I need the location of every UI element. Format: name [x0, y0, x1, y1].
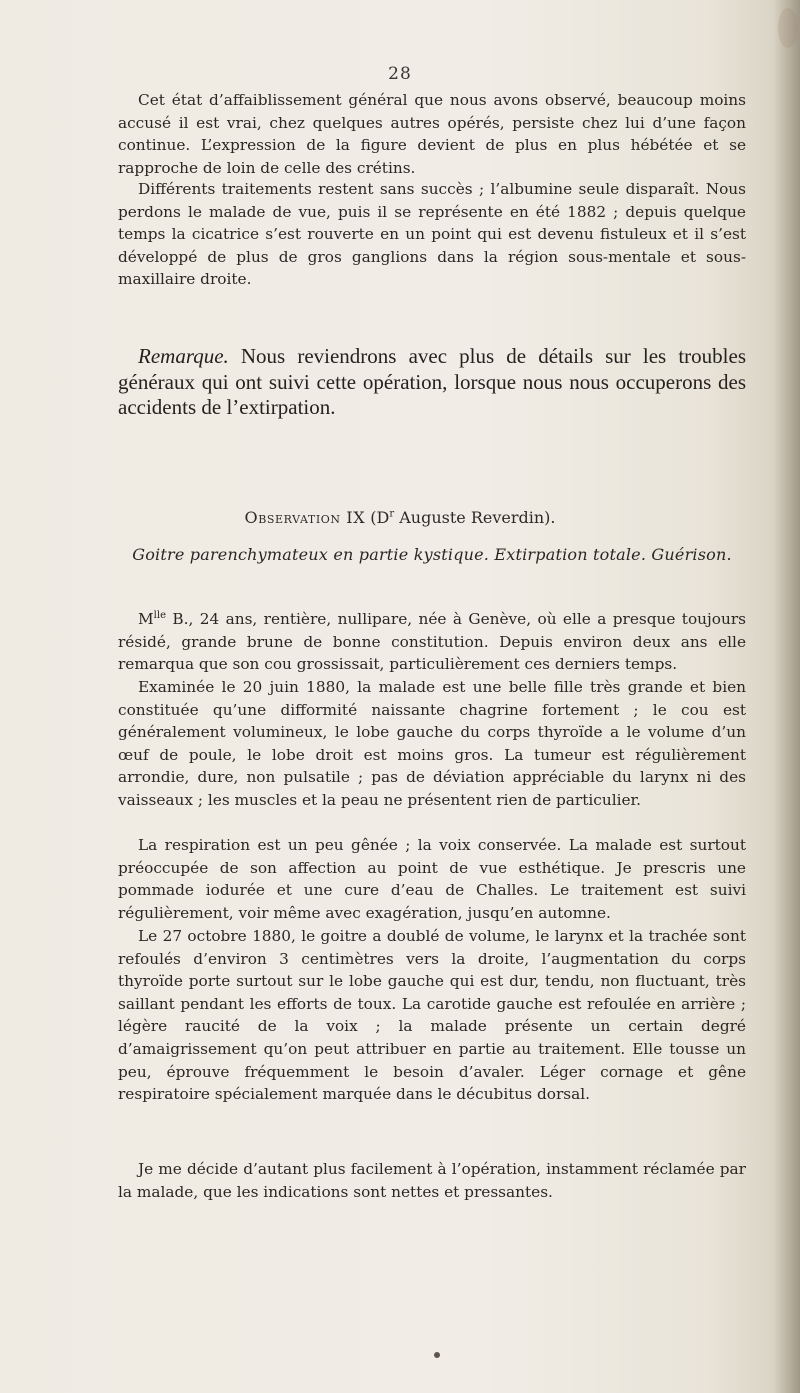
remark-lead: Remarque.	[138, 344, 229, 368]
paragraph-intro-1: Cet état d’affaiblissement général que nous avons observé, beaucoup moins accusé il est vrai, chez quelques autres opérés, persiste chez lui d’une façon continue. L’expression de la figure devient de plus en plus hébétée et se rapproche de loin de celle des crétins.	[118, 91, 746, 177]
paper-stain	[778, 8, 798, 48]
page-edge-shadow	[774, 0, 800, 1393]
patient-text: B., 24 ans, rentière, nullipare, née à Genève, où elle a presque toujours résidé, grande brune de bonne constitution. Depuis environ deux ans elle remarqua que son cou grossissait, particulièrement ces derniers temps.	[118, 610, 746, 674]
body-paragraph-2: Examinée le 20 juin 1880, la malade est une belle fille très grande et bien constituée qu’une difformité naissante chagrine fortement ; le cou est généralement volumineux, le lobe gauche du corps thyroïde a le volume d’un œuf de poule, le lobe droit est moins gros. La tumeur est régulièrement arrondie, dure, non pulsatile ; pas de déviation appréciable du larynx ni des vaisseaux ; les muscles et la peau ne présentent rien de particulier.	[118, 678, 746, 809]
body-paragraph-3: La respiration est un peu gênée ; la voix conservée. La malade est surtout préoccupée de son affection au point de vue esthétique. Je prescris une pommade iodurée et une cure d’eau de Challes. Le traitement est suivi régulièrement, voir même avec exagération, jusqu’en automne.	[118, 836, 746, 922]
body-paragraph-4: Le 27 octobre 1880, le goitre a doublé de volume, le larynx et la trachée sont refoulés d’environ 3 centimètres vers la droite, l’augmentation du corps thyroïde porte surtout sur le lobe gauche qui est dur, tendu, non fluctuant, très saillant pendant les efforts de toux. La carotide gauche est refoulée en arrière ; légère raucité de la voix ; la malade présente un certain degré d’amaigrissement qu’on peut attribuer en partie au traitement. Elle tousse un peu, éprouve fréquemment le besoin d’avaler. Léger cornage et gêne respiratoire spécialement marquée dans le décubitus dorsal.	[118, 927, 746, 1104]
remark-paragraph	[118, 344, 746, 421]
patient-prefix: M	[138, 610, 154, 628]
body-paragraph-1	[118, 608, 746, 676]
observation-subtitle: Goitre parenchymateux en partie kystique. Extirpation totale. Guérison.	[132, 545, 732, 564]
doctor-sup: r	[389, 508, 395, 520]
doctor-name: Auguste Reverdin).	[394, 508, 556, 527]
body-paragraph-5: Je me décide d’autant plus facilement à l’opération, instamment réclamée par la malade, que les indications sont nettes et pressantes.	[118, 1160, 746, 1201]
paragraph-intro-2: Différents traitements restent sans succès ; l’albumine seule disparaît. Nous perdons le malade de vue, puis il se représente en été 1882 ; depuis quelque temps la cicatrice s’est rouverte en un point qui est devenu fistuleux et il s’est développé de plus de gros ganglions dans la région sous-mentale et sous-maxillaire droite.	[118, 180, 746, 289]
page-number: 28	[388, 64, 412, 84]
remark-text: Nous reviendrons avec plus de détails sur les troubles généraux qui ont suivi cette opération, lorsque nous nous occuperons des accidents de l’extirpation.	[118, 344, 746, 419]
doctor-prefix: (D	[370, 508, 390, 527]
observation-label: Observation IX	[244, 508, 366, 527]
ink-dot	[434, 1352, 440, 1358]
observation-heading	[0, 508, 800, 527]
patient-sup: lle	[153, 609, 166, 621]
